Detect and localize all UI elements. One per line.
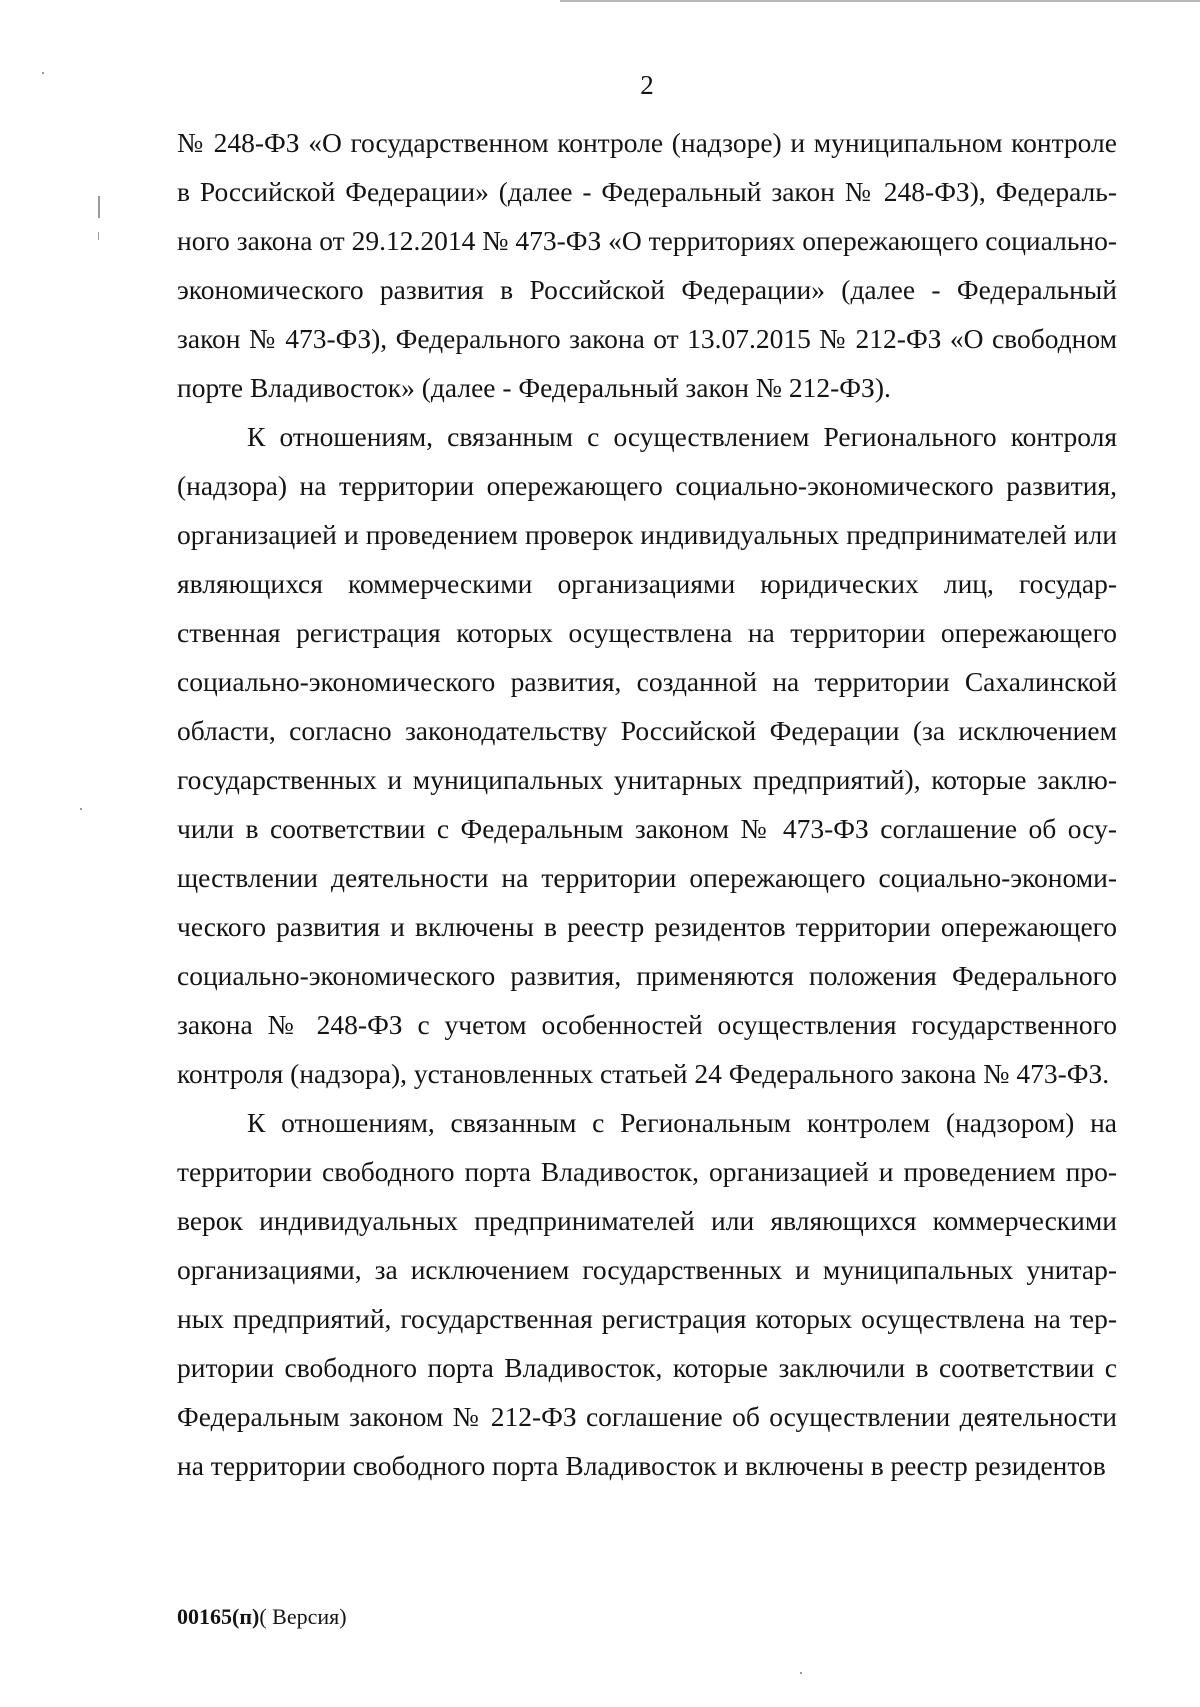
- scan-speck: [80, 808, 82, 810]
- document-body: [177, 118, 1117, 1490]
- document-version: ( Версия): [259, 1604, 347, 1629]
- scan-edge-line: [560, 0, 1200, 2]
- document-footer: [177, 1604, 347, 1630]
- document-code: 00165(п): [177, 1604, 260, 1629]
- scan-speck: [98, 232, 99, 240]
- page-number: 2: [640, 70, 654, 100]
- paragraph-tor: К отношениям, связанным с осуществлением Регионального контроля (надзора) на территории опережающего социально-экономического развития, организацией и проведением проверок индивидуальных предпринимателей или являющихся коммерческими организациями юридических лиц, государственная регистрация которых осуществлена на территории опережающего социально-экономического развития, созданной на территории Сахалинской области, согласно законодательству Российской Федерации (за исключением государственных и муниципальных унитарных предприятий), которые заключили в соответствии с Федеральным законом № 473-ФЗ соглашение об осуществлении деятельности на территории опережающего социально-экономического развития и включены в реестр резидентов территории опережающего социально-экономического развития, применяются положения Федерального закона № 248-ФЗ с учетом особенностей осуществления государственного контроля (надзора), установленных статьей 24 Федерального закона № 473-ФЗ.: [177, 421, 1117, 1089]
- paragraph-free-port: К отношениям, связанным с Региональным контролем (надзором) на территории свободного порта Владивосток, организацией и проведением проверок индивидуальных предпринимателей или являющихся коммерческими организациями, за исключением государственных и муниципальных унитарных предприятий, государственная регистрация которых осуществлена на территории свободного порта Владивосток, которые заключили в соответствии с Федеральным законом № 212-ФЗ соглашение об осуществлении деятельности на территории свободного порта Владивосток и включены в реестр резидентов: [177, 1107, 1117, 1481]
- scan-speck: [98, 196, 100, 218]
- scan-speck: [800, 1672, 802, 1674]
- paragraph-continuation: № 248-ФЗ «О государственном контроле (надзоре) и муниципальном контроле в Российской Федерации» (далее - Федеральный закон № 248-ФЗ), Федерального закона от 29.12.2014 № 473-ФЗ «О территориях опережающего социально-экономического развития в Российской Федерации» (далее - Федеральный закон № 473-ФЗ), Федерального закона от 13.07.2015 № 212-ФЗ «О свободном порте Владивосток» (далее - Федеральный закон № 212-ФЗ).: [177, 127, 1117, 403]
